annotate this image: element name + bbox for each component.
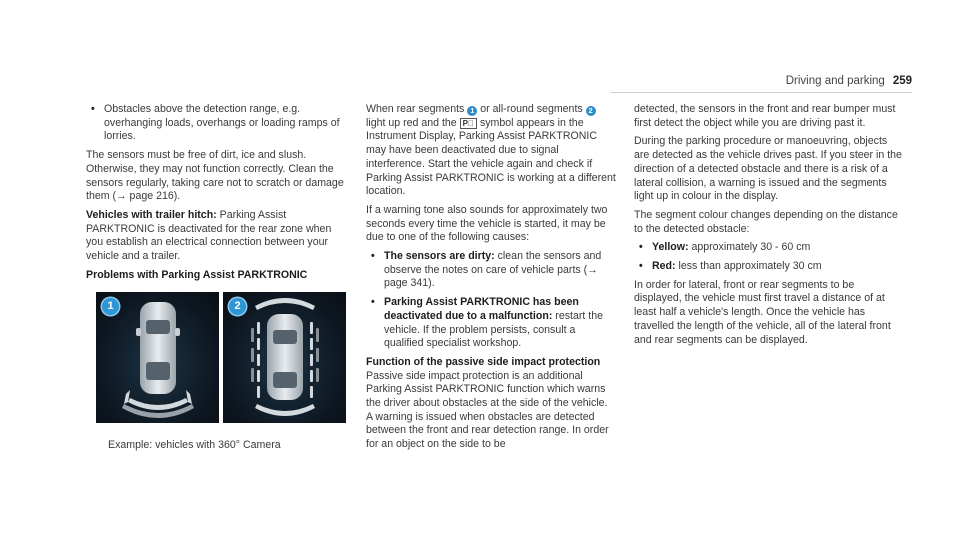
sensors-dirty-label: The sensors are dirty: (384, 250, 495, 263)
segments-text-c: light up red and the (366, 116, 460, 129)
trailer-text: Parking Assist PARKTRONIC is deactivated for the rear zone when you establish an electrical connection between your vehicle and a trailer. (86, 208, 332, 263)
sensors-dirty-text: clean the sensors and observe the notes on care of vehicle parts (→ page 341). (384, 250, 602, 290)
detected-paragraph: detected, the sensors in the front and rear bumper must first detect the object while you are driving past it. (634, 103, 896, 129)
lateral-segments-paragraph: In order for lateral, front or rear segments to be displayed, the vehicle must first travel a distance of at least half a vehicle's length. Once the vehicle has travelled the length of the vehicle, all of the lateral front and rear segments can be displayed. (634, 278, 891, 346)
problems-heading: Problems with Parking Assist PARKTRONIC (86, 268, 308, 281)
red-text: less than approximately 30 cm (675, 260, 822, 273)
yellow-label: Yellow: (652, 241, 689, 254)
figure-caption: Example: vehicles with 360° Camera (108, 439, 281, 451)
figure-panel-rear-segments (96, 292, 219, 423)
malfunction-label: Parking Assist PARKTRONIC has been deactivated due to a malfunction: (384, 296, 579, 322)
segment-colour-paragraph: The segment colour changes depending on the distance to the detected obstacle: (634, 208, 898, 235)
side-impact-heading: Function of the passive side impact protection (366, 355, 601, 368)
header-divider (610, 92, 912, 93)
bullet-obstacles: • Obstacles above the detection range, e.g. overhanging loads, overhangs or loading ramps of lorries. (86, 103, 348, 144)
parktronic-figure (96, 292, 346, 423)
column-3 (634, 103, 902, 352)
segment-marker-1: 1 (467, 106, 477, 116)
malfunction-text: restart the vehicle. If the problem persists, consult a qualified specialist workshop. (384, 309, 603, 350)
page-number: 259 (892, 75, 912, 87)
bullet-sensors-dirty (366, 250, 616, 291)
yellow-text: approximately 30 - 60 cm (688, 241, 811, 254)
trailer-paragraph (86, 209, 348, 264)
warning-tone-paragraph: If a warning tone also sounds for approximately two seconds every time the vehicle is started, it may be due to one of the following causes: (366, 203, 608, 244)
parktronic-off-icon: P⃠ (460, 118, 477, 129)
segments-text-d: symbol appears in the Instrument Display, Parking Assist PARKTRONIC may have been deactivated due to signal interference. Start the vehicle again and check if Parking Assist PARKTRONIC is working at a different location. (366, 116, 616, 198)
badge-2: 2 (229, 298, 246, 315)
segment-marker-2: 2 (586, 106, 596, 116)
segments-text-a: When rear segments (366, 103, 468, 115)
bullet-yellow (634, 241, 902, 255)
column-2 (366, 103, 616, 457)
badge-1: 1 (102, 298, 119, 315)
column-1 (86, 103, 348, 287)
side-impact-paragraph: Passive side impact protection is an additional Parking Assist PARKTRONIC function which warns the driver about obstacles at the side of the vehicle. A warning is issued when obstacles are detected between the front and rear detection range. In order for an object on the side to be (366, 369, 609, 451)
segments-paragraph (366, 103, 616, 199)
manoeuvring-paragraph: During the parking procedure or manoeuvring, objects are detected as the vehicle drives past. If you steer in the direction of a detected obstacle and there is a risk of a lateral collision, a warning is issued and the segments light up in colour in the display. (634, 135, 902, 203)
figure-panel-allround-segments (223, 292, 346, 423)
red-label: Red: (652, 260, 676, 273)
bullet-malfunction (366, 296, 616, 351)
segments-text-b: or all-round segments (477, 103, 586, 115)
sensors-paragraph: The sensors must be free of dirt, ice and slush. Otherwise, they may not function correctly. Clean the sensors regularly, taking care not to scratch or damage them (→ page 216). (86, 149, 344, 203)
page-header (786, 75, 912, 87)
section-title: Driving and parking (785, 75, 885, 87)
trailer-label: Vehicles with trailer hitch: (86, 208, 217, 221)
bullet-red (634, 260, 902, 274)
